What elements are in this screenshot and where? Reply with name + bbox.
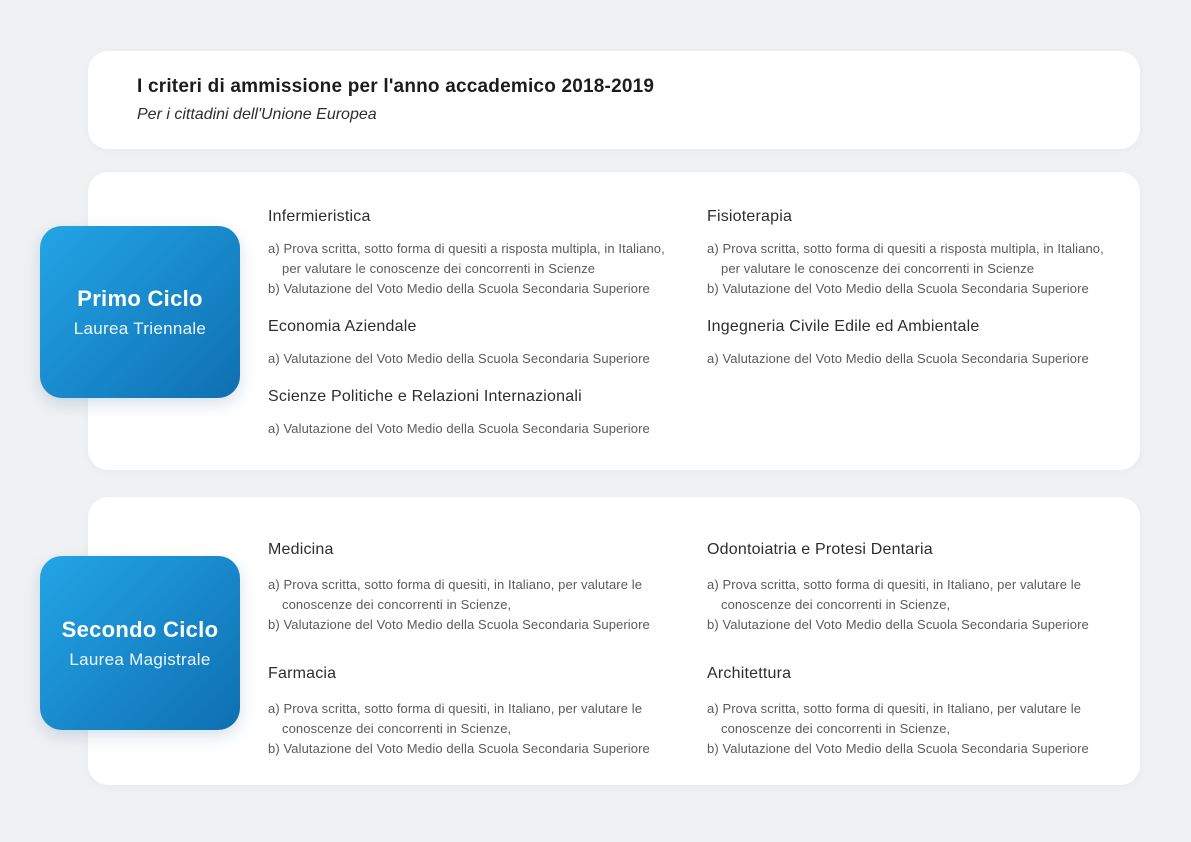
column <box>268 208 681 458</box>
criterion-line: b) Valutazione del Voto Medio della Scuola Secondaria Superiore <box>707 741 1089 756</box>
criterion-line: per valutare le conoscenze dei concorrenti in Scienze <box>721 261 1035 276</box>
criteria-list <box>707 699 1120 759</box>
program-title: Medicina <box>268 541 334 558</box>
criterion-line: per valutare le conoscenze dei concorrenti in Scienze <box>282 261 596 276</box>
columns <box>268 541 1120 789</box>
criterion-line: a) Prova scritta, sotto forma di quesiti, in Italiano, per valutare le <box>707 577 1082 592</box>
criterion-line: a) Prova scritta, sotto forma di quesiti a risposta multipla, in Italiano, <box>268 241 665 256</box>
program-block <box>707 318 1120 369</box>
columns <box>268 208 1120 458</box>
criterion-line: conoscenze dei concorrenti in Scienze, <box>721 721 951 736</box>
column <box>707 541 1120 789</box>
program-block <box>707 541 1120 635</box>
page-title: I criteri di ammissione per l'anno accademico 2018-2019 <box>137 76 655 97</box>
program-title: Ingegneria Civile Edile ed Ambientale <box>707 318 980 335</box>
cycle-badge <box>40 556 240 730</box>
program-title: Fisioterapia <box>707 208 793 225</box>
criteria-list <box>268 239 681 299</box>
program-title: Architettura <box>707 665 792 682</box>
page-subtitle: Per i cittadini dell'Unione Europea <box>137 106 377 123</box>
program-title: Farmacia <box>268 665 337 682</box>
criterion-line: b) Valutazione del Voto Medio della Scuola Secondaria Superiore <box>268 741 650 756</box>
badge-subtitle: Laurea Magistrale <box>69 649 211 669</box>
program-block <box>268 318 681 369</box>
badge-title: Primo Ciclo <box>77 285 203 311</box>
program-block <box>268 208 681 299</box>
criterion-line: b) Valutazione del Voto Medio della Scuola Secondaria Superiore <box>707 281 1089 296</box>
criteria-list <box>707 575 1120 635</box>
program-title: Scienze Politiche e Relazioni Internazionali <box>268 388 582 405</box>
criterion-line: a) Valutazione del Voto Medio della Scuola Secondaria Superiore <box>268 351 650 366</box>
criterion-line: conoscenze dei concorrenti in Scienze, <box>721 597 951 612</box>
column <box>707 208 1120 458</box>
criterion-line: a) Prova scritta, sotto forma di quesiti, in Italiano, per valutare le <box>707 701 1082 716</box>
column <box>268 541 681 789</box>
program-block <box>268 541 681 635</box>
badge-title: Secondo Ciclo <box>61 616 219 642</box>
program-block <box>707 208 1120 299</box>
criterion-line: a) Valutazione del Voto Medio della Scuola Secondaria Superiore <box>268 421 650 436</box>
criteria-list <box>268 419 681 439</box>
program-block <box>268 665 681 759</box>
criteria-list <box>268 349 681 369</box>
criterion-line: b) Valutazione del Voto Medio della Scuola Secondaria Superiore <box>268 281 650 296</box>
criterion-line: conoscenze dei concorrenti in Scienze, <box>282 597 512 612</box>
criterion-line: b) Valutazione del Voto Medio della Scuola Secondaria Superiore <box>707 617 1089 632</box>
criterion-line: a) Valutazione del Voto Medio della Scuola Secondaria Superiore <box>707 351 1089 366</box>
criteria-list <box>268 699 681 759</box>
criterion-line: a) Prova scritta, sotto forma di quesiti, in Italiano, per valutare le <box>268 577 643 592</box>
criteria-list <box>707 349 1120 369</box>
header-card <box>88 51 1140 149</box>
program-title: Economia Aziendale <box>268 318 417 335</box>
criterion-line: conoscenze dei concorrenti in Scienze, <box>282 721 512 736</box>
criteria-list <box>707 239 1120 299</box>
criterion-line: a) Prova scritta, sotto forma di quesiti a risposta multipla, in Italiano, <box>707 241 1104 256</box>
program-title: Odontoiatria e Protesi Dentaria <box>707 541 933 558</box>
criterion-line: b) Valutazione del Voto Medio della Scuola Secondaria Superiore <box>268 617 650 632</box>
section-card <box>88 172 1140 470</box>
badge-subtitle: Laurea Triennale <box>73 318 207 338</box>
cycle-badge <box>40 226 240 398</box>
section-card <box>88 497 1140 785</box>
program-title: Infermieristica <box>268 208 371 225</box>
program-block <box>268 388 681 439</box>
program-block <box>707 665 1120 759</box>
criteria-list <box>268 575 681 635</box>
criterion-line: a) Prova scritta, sotto forma di quesiti, in Italiano, per valutare le <box>268 701 643 716</box>
